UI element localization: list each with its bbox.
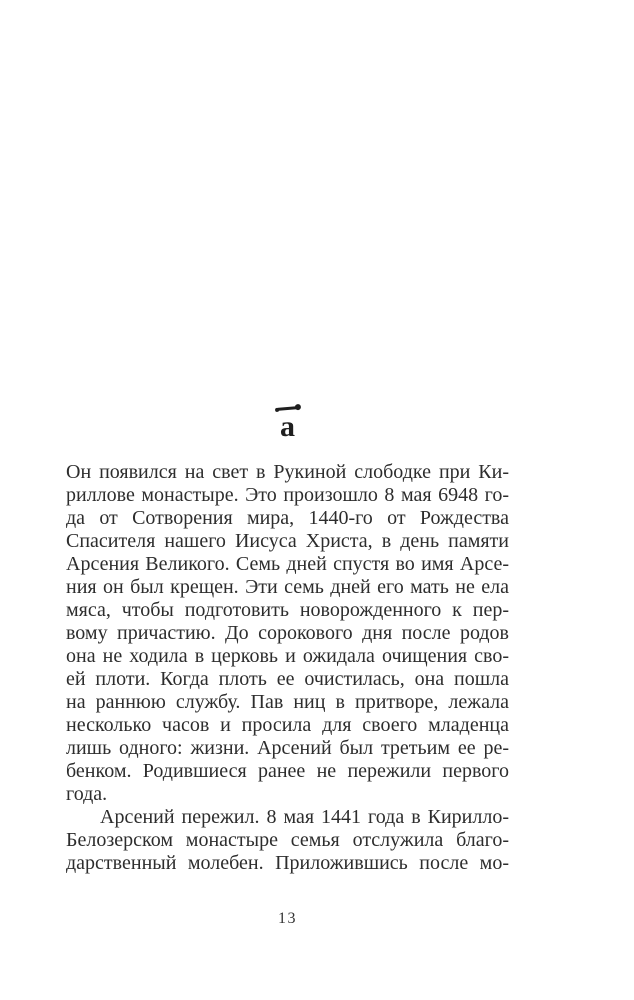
text-line: Белозерском монастыре семья отслужила благо-: [66, 829, 509, 851]
text-line: Арсений пережил. 8 мая 1441 года в Кирилло-: [100, 806, 509, 828]
text-column: [66, 0, 509, 1000]
text-line: мяса, чтобы подготовить новорожденного к пер-: [66, 599, 509, 621]
body-text: [66, 461, 509, 875]
text-line: дарственный молебен. Приложившись после мо-: [66, 852, 509, 874]
text-line: ния он был крещен. Эти семь дней его мать не ела: [66, 576, 509, 598]
text-line: ей плоти. Когда плоть ее очистилась, она пошла: [66, 668, 509, 690]
text-line: да от Сотворения мира, 1440-го от Рождества: [66, 507, 509, 529]
text-line: риллове монастыре. Это произошло 8 мая 6948 го-: [66, 484, 509, 506]
text-line: Арсения Великого. Семь дней спустя во имя Арсе-: [66, 553, 509, 575]
text-line: на раннюю службу. Пав ниц в притворе, лежала: [66, 691, 509, 713]
chapter-number-mark: [66, 407, 509, 442]
text-line: несколько часов и просила для своего младенца: [66, 714, 509, 736]
chapter-number-letter: а: [280, 410, 295, 443]
text-line: года.: [66, 783, 108, 805]
text-line: Спасителя нашего Иисуса Христа, в день памяти: [66, 530, 509, 552]
text-line: она не ходила в церковь и ожидала очищения сво-: [66, 645, 509, 667]
text-line: лишь одного: жизни. Арсений был третьим ее ре-: [66, 737, 509, 759]
page-number: 13: [278, 910, 297, 927]
text-line: вому причастию. До сорокового дня после родов: [66, 622, 509, 644]
text-line: бенком. Родившиеся ранее не пережили первого: [66, 760, 509, 782]
text-line: Он появился на свет в Рукиной слободке при Ки-: [66, 461, 509, 483]
